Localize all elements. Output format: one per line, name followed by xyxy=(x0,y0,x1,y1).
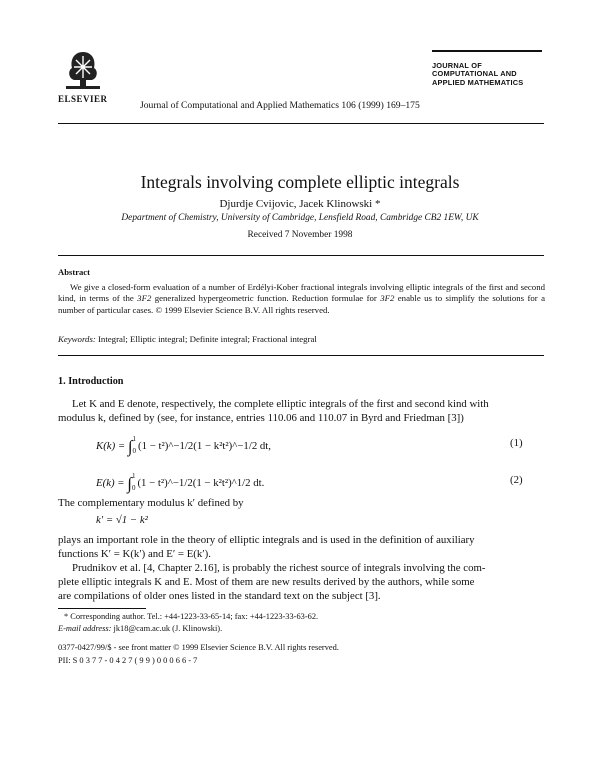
abstract-text: We give a closed-form evaluation of a number of Erdélyi-Kober fractional integrals involving elliptic integrals of the first and second kind, in terms of the xyxy=(58,282,545,304)
article-authors: Djurdje Cvijovic, Jacek Klinowski * xyxy=(219,198,381,210)
journal-citation: Journal of Computational and Applied Mathematics 106 (1999) 169–175 xyxy=(140,100,420,111)
paragraph-2-line2: functions K′ = K(k′) and E′ = E(k′). xyxy=(58,548,211,560)
publisher-wordmark: ELSEVIER xyxy=(58,94,108,104)
paragraph-3-line2: plete elliptic integrals K and E. Most of them are new results derived by the authors, while some xyxy=(58,576,475,588)
equation-number: (2) xyxy=(510,474,523,486)
equation-number: (1) xyxy=(510,437,523,449)
paragraph-3-line1: Prudnikov et al. [4, Chapter 2.16], is probably the richest source of integrals involving the com- xyxy=(72,562,486,574)
paragraph-3-line3: are compilations of older ones listed in the standard text on the subject [3]. xyxy=(58,590,381,602)
paragraph-2-line1: plays an important role in the theory of elliptic integrals and is used in the definition of auxiliary xyxy=(58,534,475,546)
footnote-corresponding: * Corresponding author. Tel.: +44-1223-33-65-14; fax: +44-1223-33-63-62. xyxy=(64,612,319,621)
abstract-body xyxy=(58,282,545,316)
abstract-bottom-rule xyxy=(58,355,544,356)
abstract-heading: Abstract xyxy=(58,267,90,277)
elsevier-tree-logo xyxy=(64,48,102,90)
keywords xyxy=(58,334,317,344)
equation-3: k′ = √1 − k² xyxy=(96,514,148,526)
email-label: E-mail address: xyxy=(58,624,112,633)
paragraph-intro-line1: Let K and E denote, respectively, the complete elliptic integrals of the first and second kind with xyxy=(72,398,489,410)
paragraph-intro-line2: modulus k, defined by (see, for instance, entries 110.06 and 110.07 in Byrd and Friedman [3]) xyxy=(58,412,464,424)
footnote-rule xyxy=(58,608,146,609)
journal-name-line: JOURNAL OF xyxy=(432,61,482,70)
equation-2: E(k) = ∫ 1 0 (1 − t²)^−1/2(1 − k²t²)^1/2 dt. xyxy=(96,472,265,493)
section-heading: 1. Introduction xyxy=(58,376,124,387)
article-title: Integrals involving complete elliptic integrals xyxy=(140,172,460,192)
abstract-top-rule xyxy=(58,255,544,256)
hypergeometric-symbol: 3F2 xyxy=(137,293,152,304)
abstract-text: enable us to simplify the solutions for a number of particular cases. © 1999 Elsevier Science B.V. All rights reserved. xyxy=(58,293,546,315)
equation-body: (1 − t²)^−1/2(1 − k²t²)^−1/2 dt, xyxy=(138,440,272,452)
journal-name-line: COMPUTATIONAL AND xyxy=(432,69,517,79)
hypergeometric-symbol: 3F2 xyxy=(380,293,395,304)
header-divider xyxy=(58,123,544,124)
footnote-email xyxy=(58,624,222,633)
equation-1: K(k) = ∫ 1 0 (1 − t²)^−1/2(1 − k²t²)^−1/2 dt, xyxy=(96,435,272,456)
received-date: Received 7 November 1998 xyxy=(247,230,353,240)
equation-lhs: E(k) = xyxy=(96,477,125,489)
pii-line: PII: S 0 3 7 7 - 0 4 2 7 ( 9 9 ) 0 0 0 6 6 - 7 xyxy=(58,656,198,665)
abstract-text: generalized hypergeometric function. Reduction formulae for xyxy=(151,293,381,304)
complementary-modulus-line: The complementary modulus k′ defined by xyxy=(58,497,244,509)
author-affiliation: Department of Chemistry, University of Cambridge, Lensfield Road, Cambridge CB2 1EW, UK xyxy=(121,213,479,223)
copyright-line: 0377-0427/99/$ - see front matter © 1999 Elsevier Science B.V. All rights reserved. xyxy=(58,643,339,652)
email-address: jk18@cam.ac.uk (J. Klinowski). xyxy=(111,624,223,633)
journal-name-line: APPLIED MATHEMATICS xyxy=(432,77,524,87)
journal-logo-text xyxy=(432,62,523,87)
equation-body: (1 − t²)^−1/2(1 − k²t²)^1/2 dt. xyxy=(137,477,265,489)
journal-logo-rule xyxy=(432,50,542,52)
keywords-list: Integral; Elliptic integral; Definite integral; Fractional integral xyxy=(95,334,317,344)
equation-lhs: K(k) = xyxy=(96,440,126,452)
keywords-label: Keywords: xyxy=(58,334,96,344)
